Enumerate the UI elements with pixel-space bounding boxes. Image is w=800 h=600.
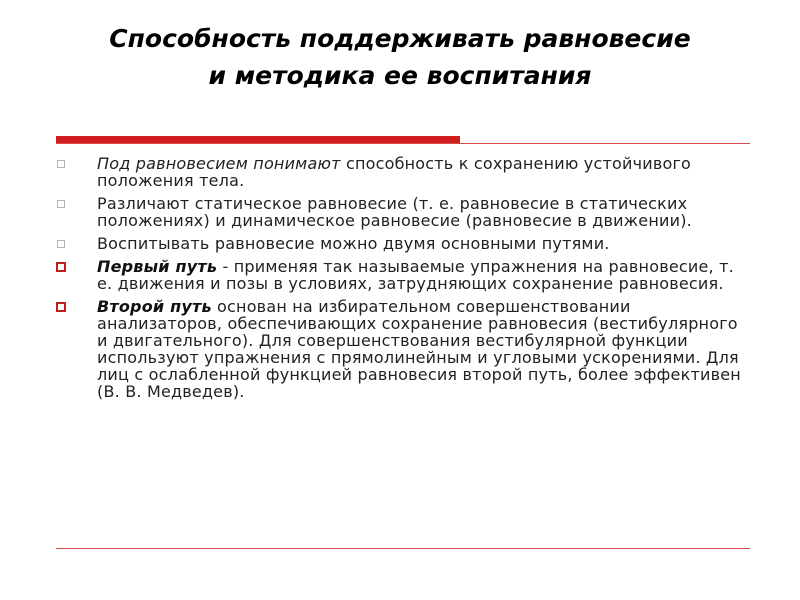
title-divider [56,136,750,148]
bullet-body: Воспитывать равновесие можно двумя основными путями. [97,234,610,253]
bullet-item [50,195,750,229]
bullet-item [50,298,750,400]
bullet-text [97,235,750,252]
slide-title: Способность поддерживать равновесие и методика ее воспитания [109,24,691,90]
bullet-item [50,235,750,252]
bullet-item [50,258,750,292]
bullet-lead: Первый путь [97,257,218,276]
bullet-lead: Под равновесием понимают [97,154,341,173]
bullet-body: основан на избирательном совершенствовании анализаторов, обеспечивающих сохранение равновесия (вестибулярного и двигательного). Для совершенствования вестибулярной функции используют упражнения с прямолинейным и угловыми ускорениями. Для лиц с ослабленной функцией равновесия второй путь, более эффективен (В. В. Медведев). [97,297,741,401]
footer-divider [56,548,750,549]
bullet-body: способность к сохранению устойчивого положения тела. [97,154,692,190]
title-divider-line [56,143,750,144]
bullet-text [97,258,750,292]
gray-box-icon [57,160,65,168]
red-box-icon [56,302,66,312]
red-box-icon [56,262,66,272]
bullet-item [50,155,750,189]
bullet-lead: Второй путь [97,297,212,316]
bullet-body: Различают статическое равновесие (т. е. равновесие в статических положениях) и динамическое равновесие (равновесие в движении). [97,194,692,230]
gray-box-icon [57,240,65,248]
bullet-text [97,298,750,400]
bullet-body: - применяя так называемые упражнения на равновесие, т. е. движения и позы в условиях, затрудняющих сохранение равновесия. [97,257,734,293]
gray-box-icon [57,200,65,208]
bullet-text [97,195,750,229]
bullet-list [50,155,750,406]
bullet-text [97,155,750,189]
